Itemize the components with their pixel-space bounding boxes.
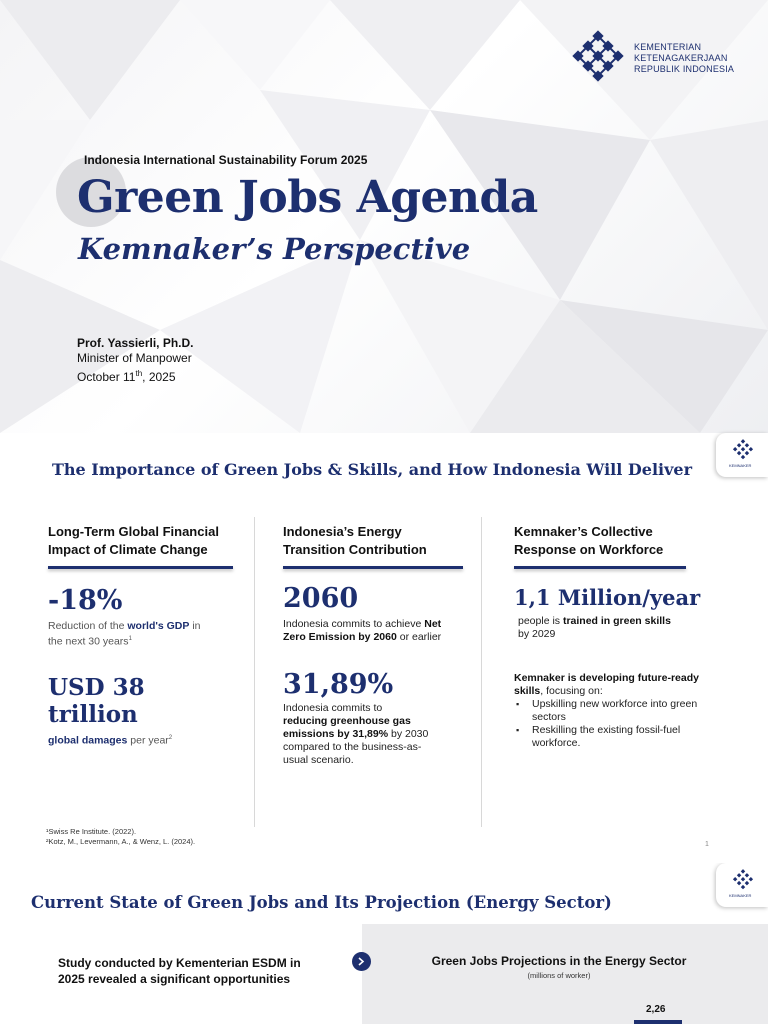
chart-unit: (millions of worker) (527, 971, 591, 980)
heading-line: Indonesia’s Energy (283, 524, 402, 539)
heading-line: Kemnaker’s Collective (514, 524, 653, 539)
column-divider (254, 517, 255, 827)
cover-subtitle: Kemnaker’s Perspective (78, 232, 471, 266)
column-divider (481, 517, 482, 827)
stat-description: global damages per year$^2$ (48, 734, 173, 746)
heading-underline (283, 566, 463, 569)
stat-global-damages: USD 38 trillion (48, 673, 145, 728)
kemnaker-logo-text (634, 42, 734, 75)
heading-line: Long-Term Global Financial (48, 524, 219, 539)
stat-emission-reduction: 31,89% (283, 669, 394, 700)
kemnaker-emblem-icon (570, 30, 626, 86)
logo-line: REPUBLIK INDONESIA (634, 63, 735, 74)
cover-title: Green Jobs Agenda (77, 172, 538, 223)
stat-trained-per-year: 1,1 Million/year (514, 585, 701, 610)
column-energy-transition (283, 523, 463, 767)
corner-logo-label: KEMNAKER (729, 463, 752, 468)
current-state-slide (0, 863, 768, 1024)
page-number: 1 (705, 841, 709, 848)
stat-gdp-reduction: -18% (48, 585, 123, 616)
presenter-role: Minister of Manpower (77, 351, 192, 365)
footnotes (46, 827, 195, 847)
study-summary (58, 955, 328, 987)
kemnaker-emblem-icon (732, 439, 754, 461)
chevron-right-icon (357, 957, 366, 966)
kemnaker-emblem-icon (732, 869, 754, 891)
study-line: Study conducted by Kementerian ESDM in (58, 956, 301, 970)
presentation-date (77, 366, 194, 385)
study-line: 2025 revealed a significant opportunities (58, 972, 291, 986)
corner-logo (716, 433, 768, 477)
cover-slide (0, 0, 768, 433)
kemnaker-logo (570, 30, 734, 86)
development-intro: Kemnaker is developing future-ready skills, focusing on: (514, 672, 699, 697)
date-prefix: October 11 (77, 370, 136, 384)
heading-underline (514, 566, 686, 569)
presenter-block (77, 336, 194, 385)
heading-underline (48, 566, 233, 569)
stat-description: Reduction of the world's GDP in the next 30 years$^1$ (48, 620, 201, 648)
column-heading (283, 523, 463, 559)
column-climate-impact (48, 523, 233, 747)
column-heading (48, 523, 233, 559)
stat-description: people is trained in green skills by 2029 (518, 615, 671, 640)
footnote: ¹Swiss Re Institute. (2022). (46, 827, 137, 836)
slide-title: Current State of Green Jobs and Its Projection (Energy Sector) (31, 893, 612, 912)
column-heading (514, 523, 719, 559)
forum-name: Indonesia International Sustainability Forum 2025 (84, 153, 368, 167)
importance-slide (0, 433, 768, 863)
logo-line: KETENAGAKERJAAN (634, 52, 728, 63)
corner-logo (716, 863, 768, 907)
presenter-name: Prof. Yassierli, Ph.D. (77, 336, 194, 350)
projection-chart-panel (362, 924, 768, 1024)
date-year: , 2025 (142, 370, 176, 384)
chart-title: Green Jobs Projections in the Energy Sector (431, 954, 687, 968)
column-workforce-response (514, 523, 719, 750)
heading-line: Response on Workforce (514, 542, 664, 557)
date-suffix-sup: th (135, 369, 143, 378)
corner-logo-label: KEMNAKER (729, 893, 752, 898)
slide-title: The Importance of Green Jobs & Skills, and How Indonesia Will Deliver (52, 460, 693, 479)
stat-description: Indonesia commits to reducing greenhouse gas emissions by 31,89% by 2030 compared to the business-as- usual scenario. (283, 702, 429, 766)
heading-line: Transition Contribution (283, 542, 427, 557)
bullet-item: ▪ Upskilling new workforce into green sectors (514, 698, 719, 724)
next-arrow-button[interactable] (352, 952, 371, 971)
stat-net-zero-year: 2060 (283, 583, 359, 614)
bar-value-label: 2,26 (646, 1004, 666, 1015)
bullet-item: ▪ Reskilling the existing fossil-fuel workforce. (514, 724, 719, 750)
footnote: ²Kotz, M., Levermann, A., & Wenz, L. (2024). (46, 837, 196, 846)
logo-line: KEMENTERIAN (634, 41, 702, 52)
projection-bar (634, 1020, 682, 1024)
heading-line: Impact of Climate Change (48, 542, 208, 557)
stat-description: Indonesia commits to achieve Net Zero Emission by 2060 or earlier (283, 618, 442, 643)
